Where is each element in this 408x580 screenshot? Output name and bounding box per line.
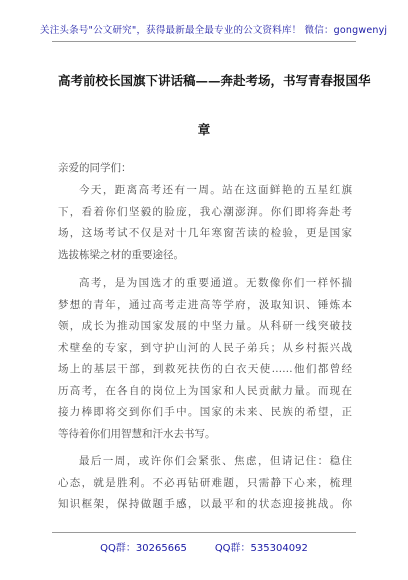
paragraph-line: 高考，是为国选才的重要通道。无数像你们一样怀揣 [79, 277, 352, 289]
paragraph-line: 最后一周，或许你们会紧张、焦虑，但请记住：稳住 [79, 455, 352, 467]
paragraph-1 [58, 180, 352, 266]
paragraph-line: 术壁垒的专家，到守护山河的人民子弟兵；从乡村振兴战 [58, 341, 352, 354]
paragraph-line: 选拔栋梁之材的重要途径。 [58, 248, 184, 261]
paragraph-line: 接力棒即将交到你们手中。国家的未来、民族的希望，正 [58, 406, 352, 418]
greeting-line: 亲爱的同学们： [58, 162, 132, 174]
paragraph-line: 等待着你们用智慧和汗水去书写。 [58, 427, 216, 440]
greeting [58, 158, 352, 180]
paragraph-line: 知识框架，保持做题手感，以最平和的状态迎接挑战。你 [58, 498, 352, 510]
paragraph-line: 领，成长为推动国家发展的中坚力量。从科研一线突破技 [58, 320, 352, 332]
page-header: 关注头条号"公文研究"，获得最新最全最专业的公文资料库！ 微信：gongwenyj [40, 25, 388, 36]
document-title-line-1: 高考前校长国旗下讲话稿——奔赴考场，书写青春报国华 [58, 73, 371, 88]
paragraph-2 [58, 273, 352, 445]
paragraph-line: 历高考，在各自的岗位上为国家和人民贡献力量。而现在 [58, 384, 352, 397]
paragraph-line: 下，看着你们坚毅的脸庞，我心潮澎湃。你们即将奔赴考 [58, 205, 352, 218]
page-footer [0, 539, 408, 554]
paragraph-3 [58, 451, 352, 516]
footer-divider [52, 532, 356, 533]
paragraph-line: 场上的基层干部，到救死扶伤的白衣天使……他们都曾经 [58, 363, 352, 375]
paragraph-line: 今天，距离高考还有一周。站在这面鲜艳的五星红旗 [79, 184, 352, 196]
paragraph-line: 场，这场考试不仅是对十几年寒窗苦读的检验，更是国家 [58, 227, 352, 239]
paragraph-line: 心态，就是胜利。不必再钻研难题，只需静下心来，梳理 [58, 476, 352, 489]
document-title-line-2: 章 [197, 122, 211, 137]
header-divider [52, 41, 356, 42]
footer-qq-group-1: QQ群：30265665 [100, 543, 187, 554]
paragraph-line: 梦想的青年，通过高考走进高等学府，汲取知识、锤炼本 [58, 298, 352, 311]
footer-qq-group-2: QQ群：535304092 [214, 543, 308, 554]
